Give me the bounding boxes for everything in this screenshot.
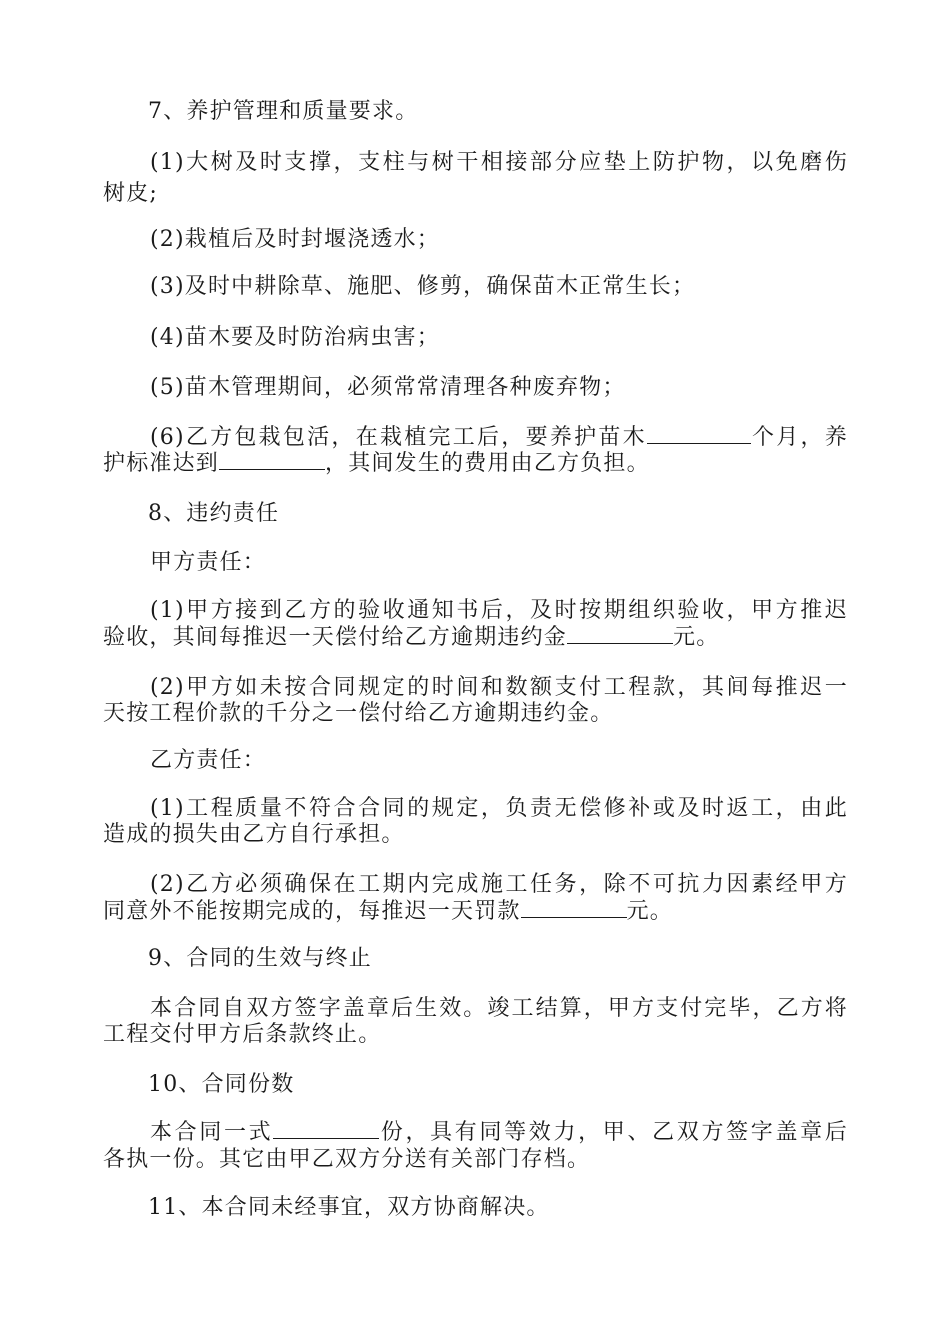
line-text: 甲方责任： <box>150 550 267 575</box>
section-9-body-line-2 <box>103 1020 848 1049</box>
line-text: 份，具有同等效力，甲、乙双方签字盖章后 <box>379 1120 848 1145</box>
line-text: (2)乙方必须确保在工期内完成施工任务，除不可抗力因素经甲方 <box>150 872 848 897</box>
clause-8-a2-line-2 <box>103 699 848 728</box>
line-text: 护标准达到 <box>103 451 220 476</box>
line-text: (1)甲方接到乙方的验收通知书后，及时按期组织验收，甲方推迟 <box>150 598 848 623</box>
line-text: 工程交付甲方后条款终止。 <box>103 1022 382 1047</box>
line-text: 造成的损失由乙方自行承担。 <box>103 822 405 847</box>
line-text: (4)苗木要及时防治病虫害； <box>150 325 440 350</box>
line-text: 11、本合同未经事宜，双方协商解决。 <box>148 1195 550 1220</box>
clause-8-b1-line-1 <box>150 794 848 823</box>
line-text: 同意外不能按期完成的，每推迟一天罚款 <box>103 899 521 924</box>
line-text: ，其间发生的费用由乙方负担。 <box>325 451 650 476</box>
clause-8-a1-line-1 <box>150 596 848 625</box>
clause-7-6-line-1 <box>150 423 848 452</box>
line-text: 各执一份。其它由甲乙双方分送有关部门存档。 <box>103 1147 591 1172</box>
clause-7-2 <box>150 225 440 254</box>
clause-8-a1-line-2 <box>103 623 719 652</box>
clause-7-5 <box>150 373 626 402</box>
section-8-heading <box>148 499 279 528</box>
line-text: (2)甲方如未按合同规定的时间和数额支付工程款，其间每推迟一 <box>150 675 848 700</box>
fill-in-blank[interactable] <box>273 1118 379 1139</box>
party-b-heading <box>150 746 266 775</box>
section-7-heading <box>148 97 418 126</box>
fill-in-blank[interactable] <box>567 623 673 644</box>
line-text: 天按工程价款的千分之一偿付给乙方逾期违约金。 <box>103 701 614 726</box>
line-text: 本合同一式 <box>150 1120 274 1145</box>
line-text: (3)及时中耕除草、施肥、修剪，确保苗木正常生长； <box>150 274 696 299</box>
line-text: 树皮; <box>103 181 159 206</box>
line-text: 验收，其间每推迟一天偿付给乙方逾期违约金 <box>103 625 568 650</box>
party-a-heading <box>150 548 266 577</box>
line-text: (1)工程质量不符合合同的规定，负责无偿修补或及时返工，由此 <box>150 796 848 821</box>
section-10-body-line-2 <box>103 1145 848 1174</box>
clause-7-1-line-1 <box>150 148 848 177</box>
line-text: 9、合同的生效与终止 <box>148 946 372 971</box>
clause-7-3 <box>150 272 695 301</box>
fill-in-blank[interactable] <box>219 449 325 470</box>
line-text: 元。 <box>673 625 720 650</box>
clause-8-a2-line-1 <box>150 673 848 702</box>
line-text: (6)乙方包栽包活，在栽植完工后，要养护苗木 <box>150 425 647 450</box>
section-11-heading <box>148 1193 550 1222</box>
clause-8-b2-line-1 <box>150 870 848 899</box>
line-text: 本合同自双方签字盖章后生效。竣工结算，甲方支付完毕，乙方将 <box>150 996 848 1021</box>
line-text: 元。 <box>626 899 674 924</box>
line-text: 个月，养 <box>750 425 848 450</box>
line-text: 8、违约责任 <box>148 501 280 526</box>
fill-in-blank[interactable] <box>647 423 751 444</box>
fill-in-blank[interactable] <box>521 897 627 918</box>
line-text: 10、合同份数 <box>148 1072 295 1097</box>
line-text: 乙方责任： <box>150 748 267 773</box>
line-text: (2)栽植后及时封堰浇透水； <box>150 227 440 252</box>
section-10-heading <box>148 1070 294 1099</box>
section-9-body-line-1 <box>150 994 848 1023</box>
clause-7-4 <box>150 323 440 352</box>
clause-8-b2-line-2 <box>103 897 673 926</box>
clause-7-6-line-2 <box>103 449 650 478</box>
clause-8-b1-line-2 <box>103 820 848 849</box>
line-text: (5)苗木管理期间，必须常常清理各种废弃物； <box>150 375 626 400</box>
clause-7-1-line-2 <box>103 179 848 208</box>
section-10-body-line-1 <box>150 1118 848 1147</box>
section-9-heading <box>148 944 372 973</box>
line-text: 7、养护管理和质量要求。 <box>148 99 419 124</box>
line-text: (1)大树及时支撑，支柱与树干相接部分应垫上防护物，以免磨伤 <box>150 150 848 175</box>
